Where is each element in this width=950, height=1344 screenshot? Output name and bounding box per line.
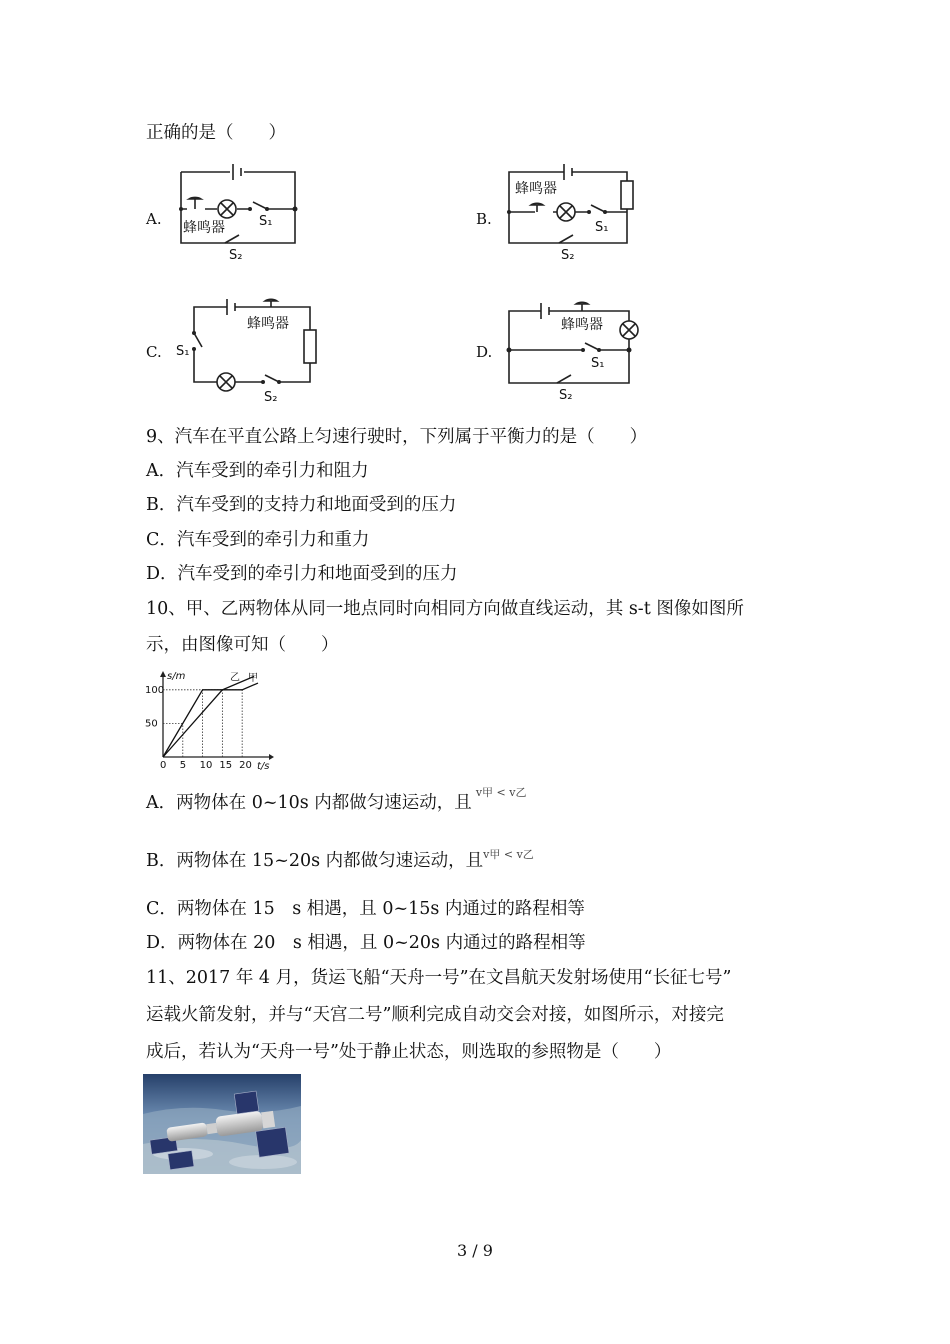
y-axis-label: s/m — [167, 671, 186, 682]
y-tick-label: 50 — [145, 718, 158, 730]
q10-option-b-text: B．两物体在 15~20s 内都做匀速运动，且 — [146, 851, 484, 871]
q10-option-b-formula: v甲 < v乙 — [483, 848, 534, 861]
q8-option-d-letter: D. — [476, 343, 493, 361]
st-graph — [143, 668, 278, 776]
q11-line3: 成后，若认为“天舟一号”处于静止状态，则选取的参照物是（ ） — [146, 1042, 672, 1062]
q10-option-c: C．两物体在 15 s 相遇，且 0~15s 内通过的路程相等 — [146, 899, 585, 919]
buzzer-label: 蜂鸣器 — [515, 181, 557, 197]
series-line-yi — [163, 676, 254, 757]
switch-s1-label: S₁ — [259, 214, 273, 229]
series-label-jia: 甲 — [248, 673, 258, 685]
q9-option-c: C．汽车受到的牵引力和重力 — [146, 530, 370, 550]
x-tick-label: 5 — [179, 760, 187, 771]
x-tick-label: 20 — [239, 760, 252, 771]
x-axis-arrow — [269, 754, 274, 760]
x-axis-label: t/s — [257, 761, 270, 772]
series-line-jia — [163, 683, 258, 757]
switch-s2-label: S₂ — [264, 390, 278, 405]
q8-option-a-letter: A. — [146, 210, 162, 228]
page-number: 3 / 9 — [457, 1241, 493, 1260]
q10-option-d: D．两物体在 20 s 相遇，且 0~20s 内通过的路程相等 — [146, 933, 586, 953]
switch-s1-label: S₁ — [176, 344, 190, 359]
q9-option-d: D．汽车受到的牵引力和地面受到的压力 — [146, 564, 458, 584]
q8-option-c-letter: C. — [146, 343, 162, 361]
x-tick-label: 10 — [199, 760, 213, 771]
q9-option-b: B．汽车受到的支持力和地面受到的压力 — [146, 495, 457, 515]
circuit-a — [175, 155, 300, 267]
q10-stem-line2: 示，由图像可知（ ） — [146, 635, 339, 655]
q11-line1: 11、2017 年 4 月，货运飞船“天舟一号”在文昌航天发射场使用“长征七号” — [146, 968, 732, 988]
q8-option-b-letter: B. — [476, 210, 492, 228]
switch-s1-label: S₁ — [595, 220, 609, 235]
buzzer-label: 蜂鸣器 — [561, 317, 603, 333]
q9-option-a: A．汽车受到的牵引力和阻力 — [146, 461, 369, 481]
switch-s2-label: S₂ — [561, 248, 575, 263]
q10-stem-line1: 10、甲、乙两物体从同一地点同时向相同方向做直线运动，其 s-t 图像如图所 — [146, 599, 744, 619]
buzzer-label: 蜂鸣器 — [183, 220, 225, 236]
q9-stem: 9、汽车在平直公路上匀速行驶时，下列属于平衡力的是（ ） — [146, 427, 648, 447]
x-tick-label: 15 — [219, 760, 233, 771]
buzzer-label: 蜂鸣器 — [247, 316, 289, 332]
q10-option-a-text: A．两物体在 0~10s 内都做匀速运动，且 — [146, 793, 472, 813]
q10-option-b — [146, 850, 534, 874]
q11-line2: 运载火箭发射，并与“天宫二号”顺利完成自动交会对接，如图所示，对接完 — [146, 1005, 724, 1025]
x-tick-label: 0 — [160, 760, 167, 771]
y-tick-label: 100 — [145, 684, 165, 696]
circuit-d — [505, 293, 645, 409]
switch-s1-label: S₁ — [591, 356, 605, 371]
spacecraft-docking-photo — [143, 1074, 301, 1174]
y-axis-arrow — [160, 671, 166, 677]
switch-s2-label: S₂ — [229, 248, 243, 263]
q8-stem-tail: 正确的是（ ） — [146, 123, 286, 143]
q10-option-a — [146, 786, 527, 816]
switch-s2-label: S₂ — [559, 388, 573, 403]
circuit-c — [172, 293, 317, 409]
circuit-b — [505, 155, 635, 267]
q10-option-a-formula: v甲 < v乙 — [475, 786, 527, 799]
series-label-yi: 乙 — [230, 672, 241, 684]
